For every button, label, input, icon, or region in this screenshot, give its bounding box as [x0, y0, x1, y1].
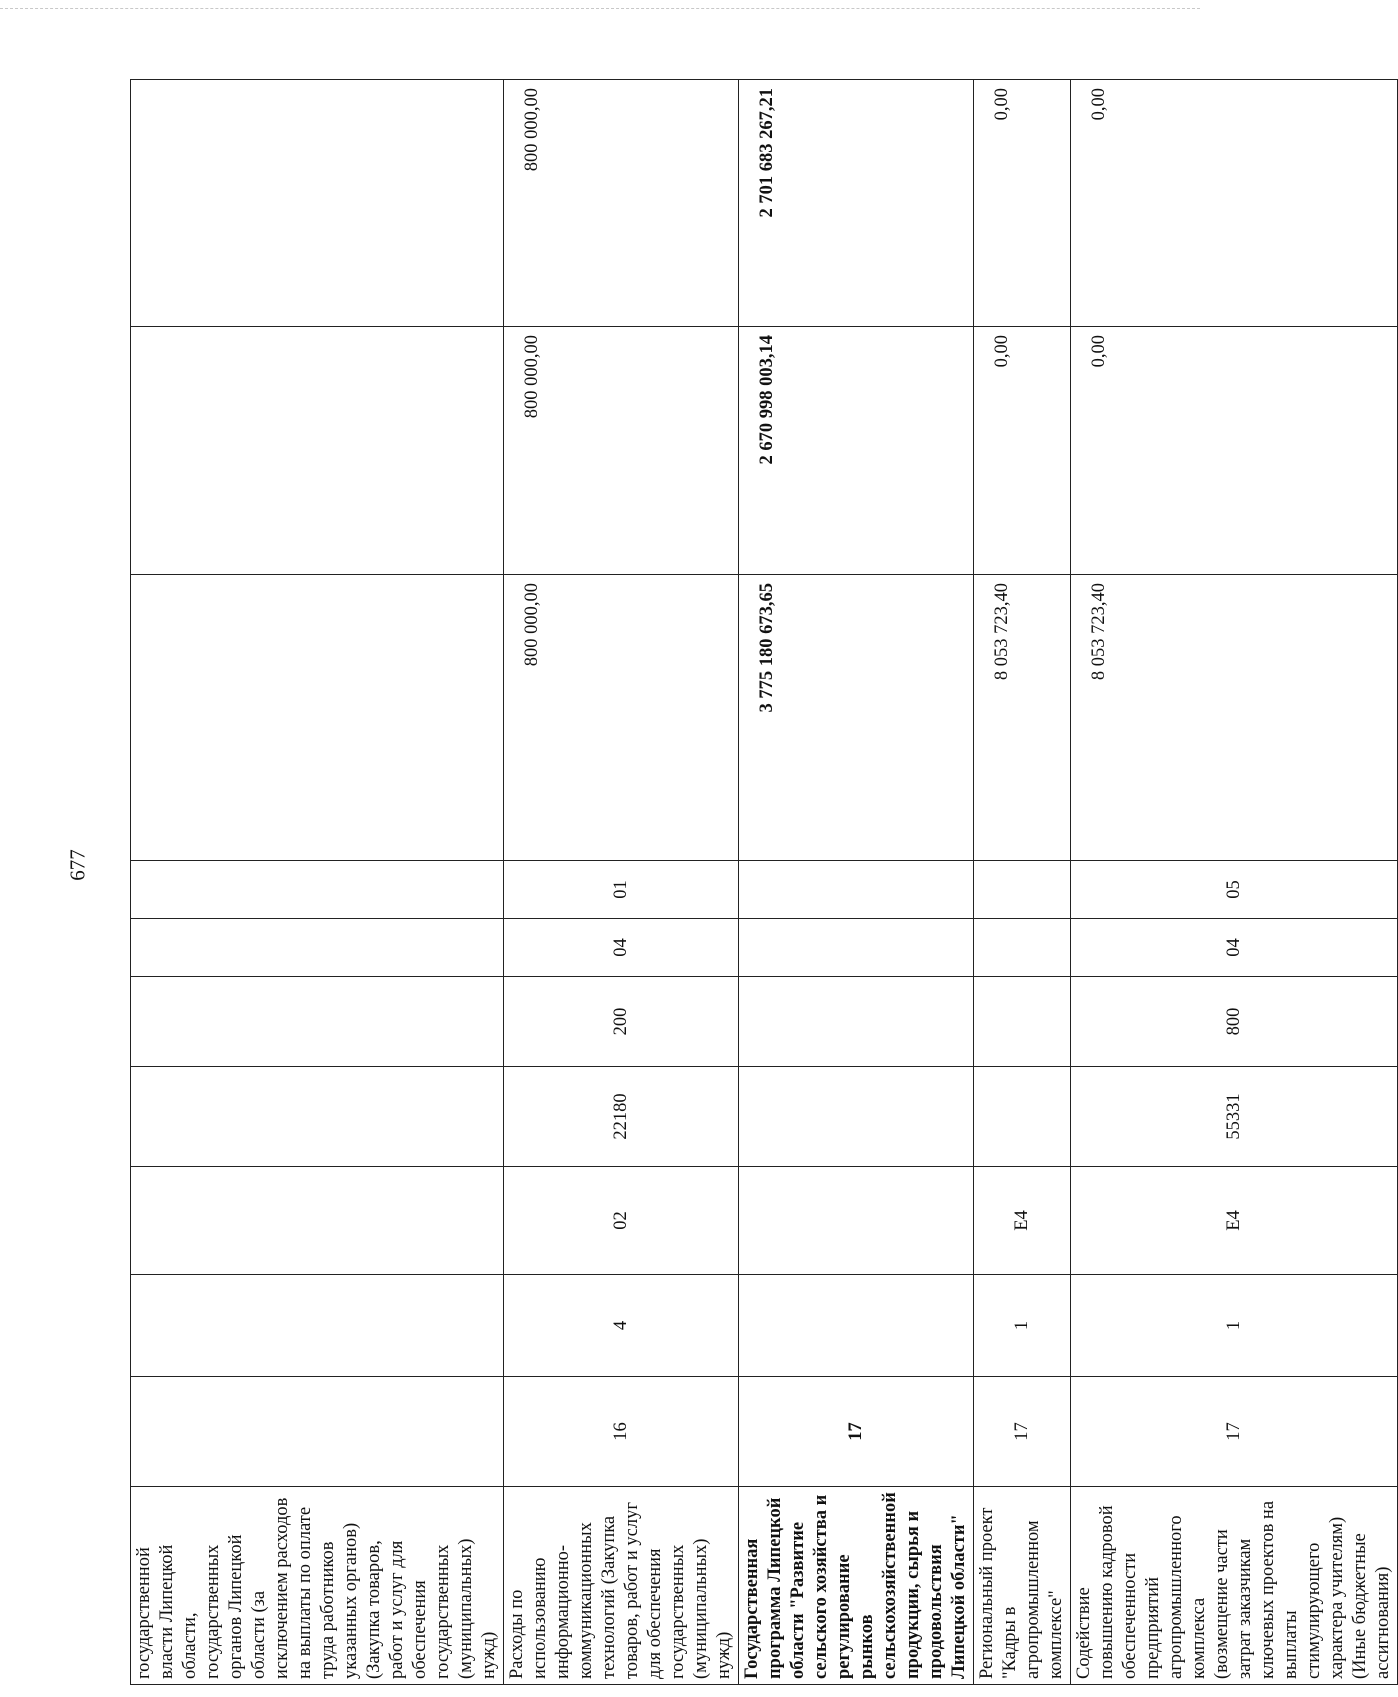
- amount-cell: [131, 575, 504, 861]
- amount-cell: 8 053 723,40: [1071, 575, 1398, 861]
- code-cell: [974, 977, 1071, 1067]
- table-row: [1071, 80, 1398, 1685]
- code-cell: [974, 919, 1071, 977]
- amount-cell: 0,00: [974, 80, 1071, 327]
- row-description: государственной власти Липецкой области, государственных органов Липецкой области (за исключением расходов на выплаты по оплате труда работников указанных органов) (Закупка товаров, работ и услуг для обеспечения государственных (муниципальных) нужд): [131, 1487, 504, 1685]
- scan-edge-line: [0, 8, 1200, 9]
- code-cell: [131, 1377, 504, 1487]
- amount-cell: 3 775 180 673,65: [739, 575, 974, 861]
- code-cell: [131, 1167, 504, 1275]
- code-cell: [739, 861, 974, 919]
- rotated-table-wrapper: [130, 80, 1393, 1685]
- code-cell: [131, 1067, 504, 1167]
- code-cell: [739, 1067, 974, 1167]
- row-description: Содействие повышению кадровой обеспеченности предприятий агропромышленного комплекса (возмещение части затрат заказчикам ключевых проектов на выплаты стимулирующего характера учителям) (Иные бюджетные ассигнования): [1071, 1487, 1398, 1685]
- code-cell: [739, 1275, 974, 1377]
- code-cell: 02: [504, 1167, 739, 1275]
- row-description: Расходы по использованию информационно-коммуникационных технологий (Закупка товаров, работ и услуг для обеспечения государственных (муниципальных) нужд): [504, 1487, 739, 1685]
- table-row: [131, 80, 504, 1685]
- row-description: Государственная программа Липецкой области "Развитие сельского хозяйства и регулирование рынков сельскохозяйственной продукции, сырья и продовольствия Липецкой области": [739, 1487, 974, 1685]
- code-cell: [739, 919, 974, 977]
- code-cell: 1: [1071, 1275, 1398, 1377]
- code-cell: 800: [1071, 977, 1398, 1067]
- code-cell: [131, 977, 504, 1067]
- amount-cell: 0,00: [1071, 80, 1398, 327]
- code-cell: 17: [1071, 1377, 1398, 1487]
- code-cell: [131, 861, 504, 919]
- amount-cell: 0,00: [1071, 327, 1398, 575]
- code-cell: 01: [504, 861, 739, 919]
- table-row: [739, 80, 974, 1685]
- amount-cell: [131, 327, 504, 575]
- code-cell: 16: [504, 1377, 739, 1487]
- amount-cell: 2 670 998 003,14: [739, 327, 974, 575]
- code-cell: 04: [1071, 919, 1398, 977]
- code-cell: 200: [504, 977, 739, 1067]
- amount-cell: 800 000,00: [504, 575, 739, 861]
- code-cell: 04: [504, 919, 739, 977]
- table-row: [504, 80, 739, 1685]
- row-description: Региональный проект "Кадры в агропромышленном комплексе": [974, 1487, 1071, 1685]
- code-cell: E4: [974, 1167, 1071, 1275]
- amount-cell: 0,00: [974, 327, 1071, 575]
- amount-cell: [131, 80, 504, 327]
- code-cell: 22180: [504, 1067, 739, 1167]
- code-cell: [131, 1275, 504, 1377]
- amount-cell: 800 000,00: [504, 327, 739, 575]
- table-row: [974, 80, 1071, 1685]
- budget-table: [130, 79, 1398, 1685]
- code-cell: [974, 861, 1071, 919]
- code-cell: [974, 1067, 1071, 1167]
- amount-cell: 2 701 683 267,21: [739, 80, 974, 327]
- code-cell: [739, 1167, 974, 1275]
- code-cell: [739, 977, 974, 1067]
- page-number: 677: [65, 849, 90, 881]
- code-cell: 05: [1071, 861, 1398, 919]
- code-cell: 17: [974, 1377, 1071, 1487]
- code-cell: 55331: [1071, 1067, 1398, 1167]
- code-cell: 17: [739, 1377, 974, 1487]
- code-cell: 4: [504, 1275, 739, 1377]
- code-cell: 1: [974, 1275, 1071, 1377]
- amount-cell: 8 053 723,40: [974, 575, 1071, 861]
- code-cell: E4: [1071, 1167, 1398, 1275]
- code-cell: [131, 919, 504, 977]
- amount-cell: 800 000,00: [504, 80, 739, 327]
